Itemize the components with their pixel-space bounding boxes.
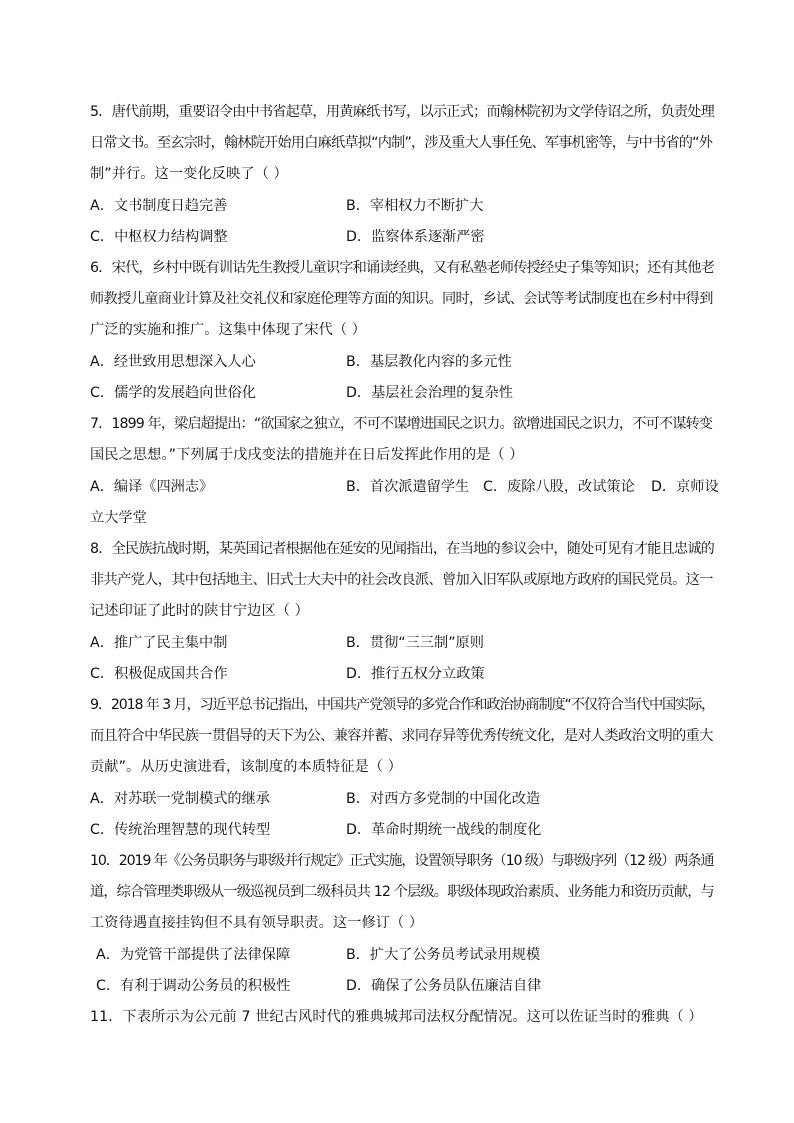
q5-option-a: A．文书制度日趋完善	[90, 198, 228, 214]
q9-option-d: D．革命时期统一战线的制度化	[346, 822, 542, 838]
q6-option-d: D．基层社会治理的复杂性	[346, 385, 513, 401]
q6-option-b: B．基层教化内容的多元性	[346, 354, 512, 370]
q6-line-3: 广泛的实施和推广。这集中体现了宋代（ ）	[90, 322, 367, 338]
q6-option-c: C．儒学的发展趋向世俗化	[90, 385, 256, 401]
q8-option-d: D．推行五权分立政策	[346, 666, 485, 682]
q9-option-b: B．对西方多党制的中国化改造	[346, 791, 541, 807]
q6-option-a: A．经世致用思想深入人心	[90, 354, 256, 370]
q10-line-2: 道，综合管理类职级从一级巡视员到二级科员共 12 个层级。职级体现政治素质、业务能力和资历贡献，与	[90, 884, 714, 900]
q7-option-b: B．首次派遣留学生	[346, 479, 470, 495]
q5-option-b: B．宰相权力不断扩大	[346, 198, 484, 214]
q11-line-1: 11．下表所示为公元前 7 世纪古风时代的雅典城邦司法权分配情况。这可以佐证当时的雅典（ ）	[90, 1009, 703, 1025]
q10-option-a: A．为党管干部提供了法律保障	[96, 947, 291, 963]
q9-line-1: 9．2018 年 3 月，习近平总书记指出，中国共产党领导的多党合作和政治协商制度“不仅符合当代中国实际，	[90, 697, 715, 713]
q7-option-d-wrap: 立大学堂	[90, 510, 147, 526]
q7-option-d: D．京师设	[651, 479, 719, 495]
q10-option-b: B．扩大了公务员考试录用规模	[346, 947, 541, 963]
q8-option-b: B．贯彻“三三制”原则	[346, 635, 484, 651]
q9-line-2: 而且符合中华民族一贯倡导的天下为公、兼容并蓄、求同存异等优秀传统文化，是对人类政治文明的重大	[90, 728, 713, 744]
q7-line-2: 国民之思想。”下列属于戊戌变法的措施并在日后发挥此作用的是（ ）	[90, 447, 524, 463]
q8-option-a: A．推广了民主集中制	[90, 635, 228, 651]
q10-line-3: 工资待遇直接挂钩但不具有领导职责。这一修订（ ）	[90, 915, 424, 931]
q5-line-3: 制”并行。这一变化反映了（ ）	[90, 166, 288, 182]
q8-line-2: 非共产党人，其中包括地主、旧式士大夫中的社会改良派、曾加入旧军队或原地方政府的国民党员。这一	[90, 572, 713, 588]
q8-line-3: 记述印证了此时的陕甘宁边区（ ）	[90, 603, 309, 619]
exam-page	[90, 0, 719, 1123]
q7-line-1: 7．1899 年，梁启超提出：“欲国家之独立，不可不谋增进国民之识力。欲增进国民之识力，不可不谋转变	[90, 416, 713, 432]
q10-option-c: C．有利于调动公务员的积极性	[96, 978, 291, 994]
q9-option-c: C．传统治理智慧的现代转型	[90, 822, 271, 838]
q6-line-1: 6．宋代，乡村中既有训诂先生教授儿童识字和诵读经典，又有私塾老师传授经史子集等知识；还有其他老	[90, 260, 715, 276]
q8-option-c: C．积极促成国共合作	[90, 666, 228, 682]
q8-line-1: 8．全民族抗战时期，某英国记者根据他在延安的见闻指出，在当地的参议会中，随处可见有才能且忠诚的	[90, 541, 715, 557]
q9-line-3: 贡献”。从历史演进看，该制度的本质特征是（ ）	[90, 759, 403, 775]
q5-option-d: D．监察体系逐渐严密	[346, 229, 485, 245]
q5-line-2: 日常文书。至玄宗时，翰林院开始用白麻纸草拟“内制”，涉及重大人事任免、军事机密等，与中书省的“外	[90, 135, 713, 151]
q5-option-c: C．中枢权力结构调整	[90, 229, 228, 245]
q7-option-c: C．废除八股，改试策论	[483, 479, 635, 495]
q6-line-2: 师教授儿童商业计算及社交礼仪和家庭伦理等方面的知识。同时，乡试、会试等考试制度也在乡村中得到	[90, 291, 713, 307]
q9-option-a: A．对苏联一党制模式的继承	[90, 791, 270, 807]
q7-option-a: A．编译《四洲志》	[90, 479, 214, 495]
q10-option-d: D．确保了公务员队伍廉洁自律	[346, 978, 542, 994]
q10-line-1: 10．2019 年《公务员职务与职级并行规定》正式实施，设置领导职务（10 级）与职级序列（12 级）两条通	[90, 853, 714, 869]
q5-line-1: 5．唐代前期，重要诏令由中书省起草，用黄麻纸书写，以示正式；而翰林院初为文学侍诏之所，负责处理	[90, 104, 715, 120]
